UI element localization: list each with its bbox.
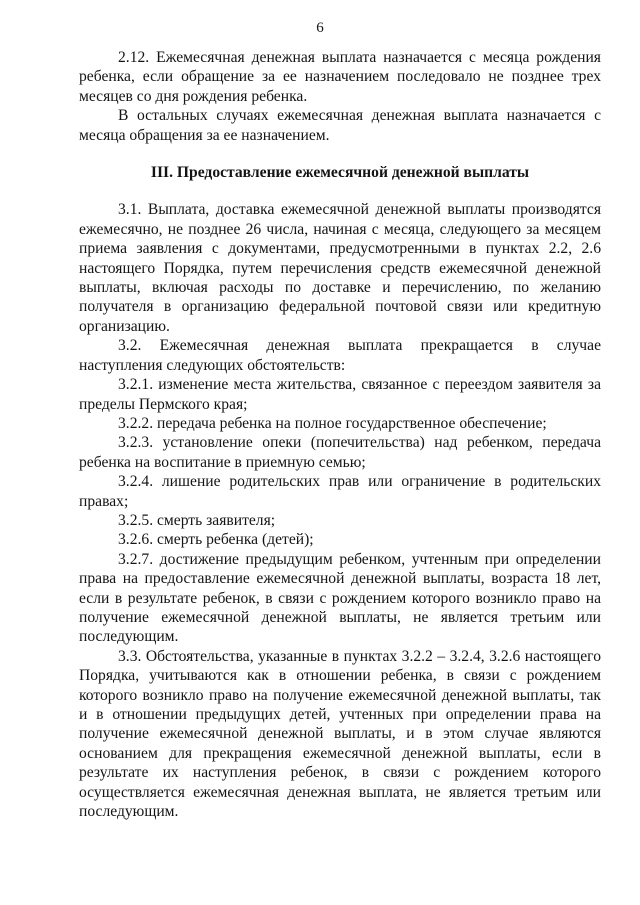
page-number: 6 [316, 20, 324, 36]
paragraph-2-12: 2.12. Ежемесячная денежная выплата назначается с месяца рождения ребенка, если обращение за ее назначением последовало не позднее трех месяцев со дня рождения ребенка. [79, 49, 601, 105]
paragraph-3-2-2: 3.2.2. передача ребенка на полное государственное обеспечение; [118, 414, 547, 432]
paragraph-other-cases: В остальных случаях ежемесячная денежная выплата назначается с месяца обращения за ее назначением. [79, 107, 601, 144]
paragraph-3-2-5: 3.2.5. смерть заявителя; [118, 511, 276, 529]
paragraph-3-2-3: 3.2.3. установление опеки (попечительства) над ребенком, передача ребенка на воспитание в приемную семью; [79, 434, 601, 471]
paragraph-3-2-1: 3.2.1. изменение места жительства, связанное с переездом заявителя за пределы Пермского края; [79, 376, 601, 413]
paragraph-3-2-6: 3.2.6. смерть ребенка (детей); [118, 531, 314, 549]
section-heading: III. Предоставление ежемесячной денежной выплаты [150, 164, 530, 182]
document-body [79, 48, 601, 821]
paragraph-3-2: 3.2. Ежемесячная денежная выплата прекращается в случае наступления следующих обстоятельств: [79, 337, 601, 374]
paragraph-3-1: 3.1. Выплата, доставка ежемесячной денежной выплаты производятся ежемесячно, не позднее 26 числа, начиная с месяца, следующего за месяцем приема заявления с документами, предусмотренными в пунктах 2.2, 2.6 настоящего Порядка, путем перечисления средств ежемесячной денежной выплаты, включая расходы по доставке и перечислению, по желанию получателя в организацию федеральной почтовой связи или кредитную организацию. [79, 201, 601, 335]
paragraph-3-3: 3.3. Обстоятельства, указанные в пунктах 3.2.2 – 3.2.4, 3.2.6 настоящего Порядка, учитываются как в отношении ребенка, в связи с рождением которого возникло право на получение ежемесячной денежной выплаты, так и в отношении предыдущих детей, учтенных при определении права на получение ежемесячной денежной выплаты, и в этом случае являются основанием для прекращения ежемесячной денежной выплаты, если в результате их наступления ребенок, в связи с рождением которого осуществляется ежемесячная денежная выплата, не является третьим или последующим. [79, 647, 601, 821]
paragraph-3-2-7: 3.2.7. достижение предыдущим ребенком, учтенным при определении права на предоставление ежемесячной денежной выплаты, возраста 18 лет, если в результате ребенок, в связи с рождением которого возникло право на получение ежемесячной денежной выплаты, не является третьим или последующим. [79, 550, 601, 646]
paragraph-3-2-4: 3.2.4. лишение родительских прав или ограничение в родительских правах; [79, 473, 601, 510]
